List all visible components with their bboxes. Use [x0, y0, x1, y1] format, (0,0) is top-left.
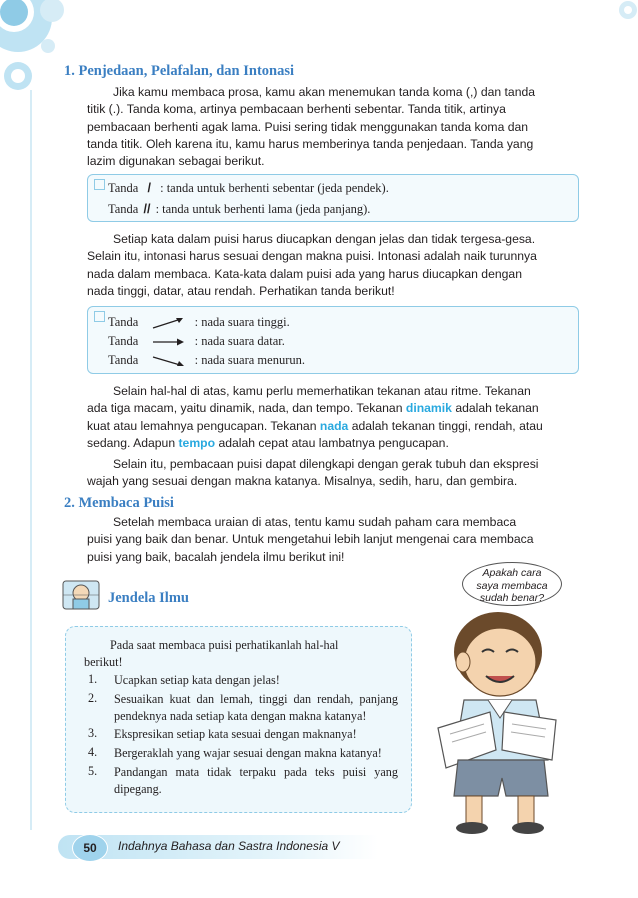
- section-heading-2: 2. Membaca Puisi: [64, 495, 174, 511]
- text-line: Setiap kata dalam puisi harus diucapkan dengan jelas dan tidak tergesa-gesa.: [113, 232, 536, 246]
- keyword-nada: nada: [319, 418, 349, 433]
- list-number: 4.: [88, 745, 98, 759]
- pause-mark-short: Tanda / : tanda untuk berhenti sebentar (jeda pendek).: [108, 181, 389, 195]
- keyword-tempo: tempo: [178, 435, 216, 450]
- box-corner-square: [94, 311, 105, 322]
- paragraph-3: [87, 383, 577, 452]
- text-line: tanda titik. Oleh karena itu, kamu harus memberinya tanda penjedaan. Tanda yang: [87, 136, 534, 151]
- corner-decoration: [0, 0, 90, 110]
- book-title: Indahnya Bahasa dan Sastra Indonesia V: [118, 839, 340, 853]
- page-number: 50: [72, 834, 108, 862]
- jendela-intro: berikut!: [84, 655, 123, 669]
- paragraph-5: [87, 514, 577, 566]
- text-line: titik (.). Tanda koma, artinya pembacaan berhenti sebentar. Tanda titik, artinya: [87, 102, 506, 117]
- text-line: puisi yang baik dan benar. Untuk mengetahui lebih lanjut mengenai cara membaca: [87, 532, 534, 547]
- list-item: Sesuaikan kuat dan lemah, tinggi dan rendah, panjang pendeknya nada setiap kata dengan makna katanya!: [114, 692, 398, 723]
- paragraph-1: [87, 84, 577, 170]
- text-line: puisi yang baik, bacalah jendela ilmu berikut ini!: [87, 549, 345, 564]
- pause-mark-long: Tanda // : tanda untuk berhenti lama (jeda panjang).: [108, 202, 371, 216]
- bubble-line: sudah benar?: [479, 592, 545, 604]
- list-number: 3.: [88, 726, 98, 740]
- list-item: Pandangan mata tidak terpaku pada teks puisi yang dipegang.: [114, 765, 398, 796]
- text-line: Jika kamu membaca prosa, kamu akan menemukan tanda koma (,) dan tanda: [113, 85, 536, 99]
- pause-marks-box: [87, 174, 579, 222]
- text-line: pembacaan berhenti agak lama. Puisi sering tidak menggunakan tanda koma dan: [87, 119, 529, 134]
- jendela-ilmu-icon: [60, 575, 102, 615]
- text-line: Selain itu, pembacaan puisi dapat dilengkapi dengan gerak tubuh dan ekspresi: [113, 457, 539, 471]
- text-line: nada tinggi, datar, atau rendah. Perhatikan tanda berikut!: [87, 283, 395, 298]
- text-line: ada tiga macam, yaitu dinamik, nada, dan tempo. Tekanan dinamik adalah tekanan: [87, 401, 539, 416]
- list-item: Ucapkan setiap kata dengan jelas!: [114, 673, 280, 687]
- arrow-right-icon: [151, 336, 185, 348]
- list-item: Bergeraklah yang wajar sesuai dengan makna katanya!: [114, 746, 382, 760]
- text-line: wajah yang sesuai dengan makna katanya. Misalnya, sedih, haru, dan gembira.: [87, 474, 518, 489]
- jendela-intro: Pada saat membaca puisi perhatikanlah hal-hal: [110, 638, 339, 652]
- paragraph-2: [87, 231, 577, 300]
- list-number: 1.: [88, 672, 98, 686]
- text-line: Selain hal-hal di atas, kamu perlu memerhatikan tekanan atau ritme. Tekanan: [113, 384, 531, 398]
- bubble-line: saya membaca: [476, 579, 548, 592]
- intonation-mark-high: Tanda : nada suara tinggi.: [108, 315, 290, 329]
- text-line: lazim digunakan sebagai berikut.: [87, 154, 265, 169]
- intonation-mark-low: Tanda : nada suara menurun.: [108, 353, 305, 367]
- arrow-down-right-icon: [151, 355, 185, 367]
- boy-reading-illustration: [418, 600, 578, 835]
- jendela-ilmu-title: Jendela Ilmu: [108, 590, 189, 606]
- text-line: Setelah membaca uraian di atas, tentu kamu sudah paham cara membaca: [113, 515, 517, 529]
- box-corner-square: [94, 179, 105, 190]
- text-line: nada dalam membaca. Kata-kata dalam puisi ada yang harus diucapkan dengan: [87, 266, 522, 281]
- arrow-up-right-icon: [151, 317, 185, 329]
- bubble-line: Apakah cara: [482, 567, 542, 579]
- list-number: 2.: [88, 691, 98, 705]
- list-number: 5.: [88, 764, 98, 778]
- section-heading-1: 1. Penjedaan, Pelafalan, dan Intonasi: [64, 63, 295, 79]
- text-line: Selain itu, intonasi harus sesuai dengan makna puisi. Intonasi adalah naik turunnya: [87, 249, 537, 264]
- keyword-dinamik: dinamik: [405, 401, 452, 416]
- paragraph-4: [87, 456, 577, 491]
- text-line: kuat atau lemahnya pengucapan. Tekanan nada adalah tekanan tinggi, rendah, atau: [87, 418, 543, 433]
- intonation-marks-box: [87, 306, 579, 374]
- text-line: sedang. Adapun tempo adalah cepat atau lambatnya pengucapan.: [87, 435, 449, 450]
- jendela-ilmu-box: [65, 626, 412, 813]
- list-item: Ekspresikan setiap kata sesuai dengan maknanya!: [114, 727, 357, 741]
- corner-decoration-right: [598, 0, 638, 30]
- intonation-mark-flat: Tanda : nada suara datar.: [108, 334, 285, 348]
- margin-line: [30, 90, 32, 830]
